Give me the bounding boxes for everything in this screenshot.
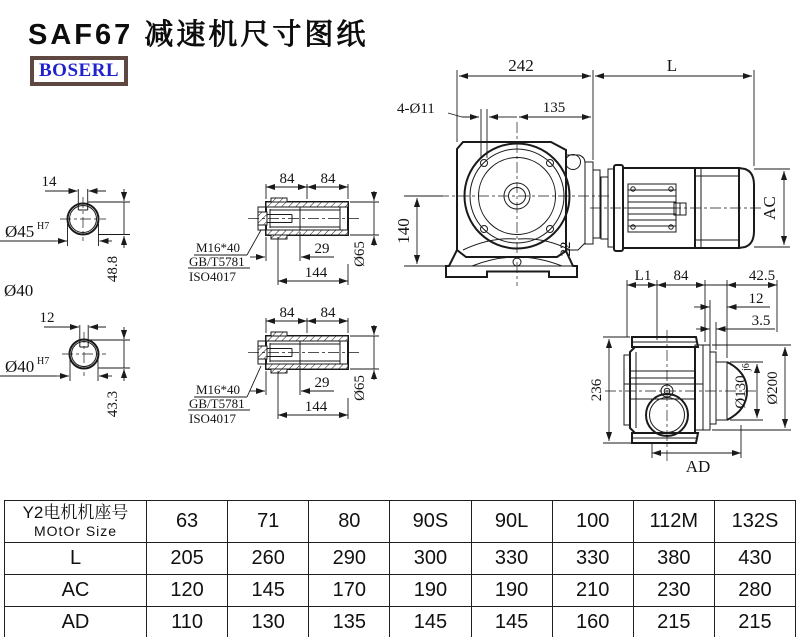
dim-84b: 84 bbox=[320, 171, 336, 187]
dim-84a: 84 bbox=[279, 305, 295, 321]
header-motor-size-en: MOtOr Size bbox=[33, 522, 118, 539]
cell: 330 bbox=[552, 543, 633, 575]
motor-view bbox=[590, 165, 790, 251]
dim-140: 140 bbox=[394, 218, 413, 244]
dim-AD: AD bbox=[685, 457, 711, 476]
cell: 190 bbox=[471, 575, 552, 607]
dim-236: 236 bbox=[589, 378, 605, 402]
bolt-spec: M16*40 bbox=[196, 382, 241, 397]
cell: 330 bbox=[471, 543, 552, 575]
cell: 145 bbox=[390, 607, 471, 637]
cell: 290 bbox=[309, 543, 390, 575]
dim-48-8: 48.8 bbox=[105, 255, 121, 283]
brand-logo-text: BOSERL bbox=[33, 59, 125, 83]
cell: 205 bbox=[147, 543, 228, 575]
bolt-std-iso: ISO4017 bbox=[189, 411, 236, 426]
dim-43-3: 43.3 bbox=[105, 390, 121, 418]
dim-d130-tol: j6 bbox=[741, 363, 752, 371]
dim-242: 242 bbox=[508, 56, 534, 75]
dim-84b: 84 bbox=[320, 305, 336, 321]
size-col: 100 bbox=[552, 501, 633, 543]
cell: 430 bbox=[714, 543, 795, 575]
dim-key-12: 12 bbox=[39, 310, 55, 326]
dim-144: 144 bbox=[304, 265, 328, 281]
solid-shaft-view-bottom bbox=[0, 310, 130, 417]
table-header-row bbox=[5, 501, 796, 543]
bolt-std-gb: GB/T5781 bbox=[189, 254, 245, 269]
solid-shaft-view-top bbox=[0, 174, 130, 282]
dim-bore-40-tol: H7 bbox=[37, 356, 50, 367]
cell: 110 bbox=[147, 607, 228, 637]
table-row-L bbox=[5, 543, 796, 575]
size-col: 63 bbox=[147, 501, 228, 543]
dim-144: 144 bbox=[304, 399, 328, 415]
dim-L1: L1 bbox=[634, 268, 652, 284]
dim-29: 29 bbox=[314, 241, 330, 257]
hollow-shaft-section-bottom bbox=[188, 305, 379, 426]
dim-135: 135 bbox=[542, 100, 566, 116]
cell: 160 bbox=[552, 607, 633, 637]
dim-4xd11: 4-Ø11 bbox=[397, 101, 435, 117]
size-col: 71 bbox=[228, 501, 309, 543]
header-motor-size bbox=[5, 501, 147, 543]
cell: 135 bbox=[309, 607, 390, 637]
bolt-std-iso: ISO4017 bbox=[189, 269, 236, 284]
dim-d200: Ø200 bbox=[765, 371, 781, 405]
dim-22: 22 bbox=[558, 241, 574, 257]
cell: 130 bbox=[228, 607, 309, 637]
hollow-shaft-section-top bbox=[188, 171, 379, 285]
side-view bbox=[589, 268, 791, 476]
cell: 210 bbox=[552, 575, 633, 607]
cell: 215 bbox=[714, 607, 795, 637]
dim-bore-45-tol: H7 bbox=[37, 221, 50, 232]
dim-d65: Ø65 bbox=[352, 241, 368, 267]
page-title: SAF67 减速机尺寸图纸 bbox=[28, 19, 369, 51]
size-col: 80 bbox=[309, 501, 390, 543]
dim-AC: AC bbox=[760, 196, 779, 220]
table-row-AC bbox=[5, 575, 796, 607]
dim-12: 12 bbox=[748, 291, 764, 307]
cell: 215 bbox=[633, 607, 714, 637]
dim-d130: Ø130 bbox=[733, 375, 749, 409]
cell: 260 bbox=[228, 543, 309, 575]
dim-bore-45: Ø45 bbox=[5, 222, 35, 241]
row-label: AD bbox=[5, 607, 147, 637]
motor-size-table bbox=[4, 500, 796, 637]
size-col: 90S bbox=[390, 501, 471, 543]
dim-L: L bbox=[666, 56, 678, 75]
size-col: 132S bbox=[714, 501, 795, 543]
cell: 190 bbox=[390, 575, 471, 607]
cell: 145 bbox=[471, 607, 552, 637]
cell: 280 bbox=[714, 575, 795, 607]
cell: 120 bbox=[147, 575, 228, 607]
bolt-std-gb: GB/T5781 bbox=[189, 396, 245, 411]
size-col: 112M bbox=[633, 501, 714, 543]
cell: 300 bbox=[390, 543, 471, 575]
dim-84: 84 bbox=[673, 268, 689, 284]
dim-3-5: 3.5 bbox=[751, 313, 771, 329]
dim-29: 29 bbox=[314, 375, 330, 391]
dim-42-5: 42.5 bbox=[748, 268, 776, 284]
cell: 145 bbox=[228, 575, 309, 607]
table-row-AD bbox=[5, 607, 796, 637]
dim-84a: 84 bbox=[279, 171, 295, 187]
front-view bbox=[394, 56, 754, 286]
cell: 230 bbox=[633, 575, 714, 607]
size-col: 90L bbox=[471, 501, 552, 543]
shaft-dia-label: Ø40 bbox=[4, 281, 34, 300]
header-motor-size-cn: Y2电机机座号 bbox=[22, 502, 129, 522]
cell: 380 bbox=[633, 543, 714, 575]
dim-key-14: 14 bbox=[41, 174, 57, 190]
bolt-spec: M16*40 bbox=[196, 240, 241, 255]
row-label: L bbox=[5, 543, 147, 575]
dim-d65: Ø65 bbox=[352, 375, 368, 401]
dim-bore-40: Ø40 bbox=[5, 357, 35, 376]
row-label: AC bbox=[5, 575, 147, 607]
cell: 170 bbox=[309, 575, 390, 607]
